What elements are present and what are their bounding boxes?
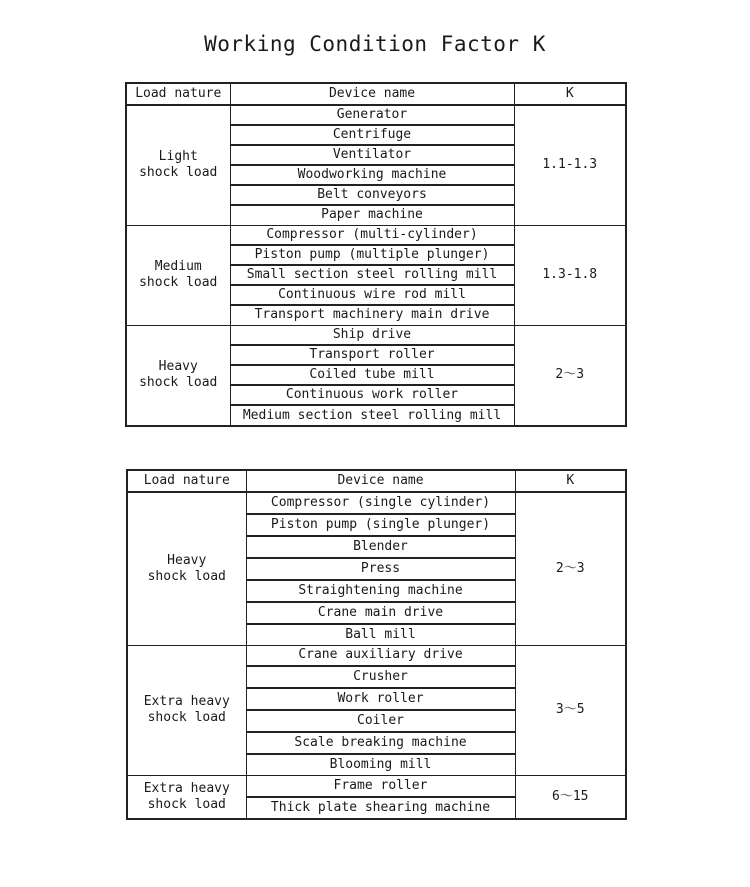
device-name-cell: Scale breaking machine: [246, 732, 515, 754]
device-name-cell: Crane auxiliary drive: [246, 645, 515, 666]
device-name-cell: Blooming mill: [246, 754, 515, 775]
load-nature-line: Heavy: [167, 552, 207, 568]
device-name-cell: Centrifuge: [230, 125, 514, 145]
load-nature-cell: [127, 492, 246, 645]
device-name-cell: Ventilator: [230, 145, 514, 165]
load-nature-line: Medium: [154, 258, 202, 274]
load-nature-cell: [127, 645, 246, 775]
k-value-cell: 1.1-1.3: [514, 105, 626, 225]
device-name-cell: Belt conveyors: [230, 185, 514, 205]
device-name-cell: Continuous wire rod mill: [230, 285, 514, 305]
device-name-cell: Continuous work roller: [230, 385, 514, 405]
load-nature-line: shock load: [139, 275, 218, 290]
device-name-cell: Straightening machine: [246, 580, 515, 602]
load-nature-line: Light: [158, 149, 198, 164]
factor-table-1: [125, 82, 627, 427]
load-nature-line: shock load: [147, 568, 226, 584]
load-nature-line: shock load: [147, 710, 226, 725]
device-name-cell: Compressor (single cylinder): [246, 492, 515, 514]
device-name-cell: Thick plate shearing machine: [246, 797, 515, 819]
device-name-cell: Ball mill: [246, 624, 515, 645]
load-nature-line: shock load: [139, 165, 218, 181]
device-name-cell: Small section steel rolling mill: [230, 265, 514, 285]
device-name-cell: Crusher: [246, 666, 515, 688]
k-value-cell: 3～5: [515, 645, 626, 775]
device-name-cell: Press: [246, 558, 515, 580]
device-name-cell: Coiler: [246, 710, 515, 732]
device-name-cell: Ship drive: [230, 325, 514, 345]
device-name-cell: Piston pump (single plunger): [246, 514, 515, 536]
load-nature-cell: [126, 325, 230, 426]
k-value-cell: 6～15: [515, 775, 626, 819]
header-load-nature: Load nature: [126, 83, 230, 105]
load-nature-line: Heavy: [158, 359, 198, 374]
k-value-cell: 2～3: [514, 325, 626, 426]
device-name-cell: Piston pump (multiple plunger): [230, 245, 514, 265]
header-device-name: Device name: [230, 83, 514, 105]
load-nature-line: shock load: [139, 375, 218, 391]
header-device-name: Device name: [246, 470, 515, 492]
device-name-cell: Crane main drive: [246, 602, 515, 624]
device-name-cell: Transport machinery main drive: [230, 305, 514, 325]
device-name-cell: Frame roller: [246, 775, 515, 797]
device-name-cell: Medium section steel rolling mill: [230, 405, 514, 426]
header-load-nature: Load nature: [127, 470, 246, 492]
load-nature-line: shock load: [147, 796, 226, 812]
k-value-cell: 1.3-1.8: [514, 225, 626, 325]
load-nature-cell: [126, 225, 230, 325]
device-name-cell: Work roller: [246, 688, 515, 710]
device-name-cell: Generator: [230, 105, 514, 125]
device-name-cell: Blender: [246, 536, 515, 558]
header-k: K: [515, 470, 626, 492]
k-value-cell: 2～3: [515, 492, 626, 645]
factor-table-2: [126, 469, 627, 820]
device-name-cell: Woodworking machine: [230, 165, 514, 185]
header-k: K: [514, 83, 626, 105]
page-title: Working Condition Factor K: [204, 32, 546, 56]
device-name-cell: Coiled tube mill: [230, 365, 514, 385]
load-nature-line: Extra heavy: [143, 693, 230, 709]
load-nature-cell: [127, 775, 246, 819]
device-name-cell: Compressor (multi-cylinder): [230, 225, 514, 245]
load-nature-line: Extra heavy: [143, 780, 230, 796]
load-nature-cell: [126, 105, 230, 225]
device-name-cell: Transport roller: [230, 345, 514, 365]
device-name-cell: Paper machine: [230, 205, 514, 225]
